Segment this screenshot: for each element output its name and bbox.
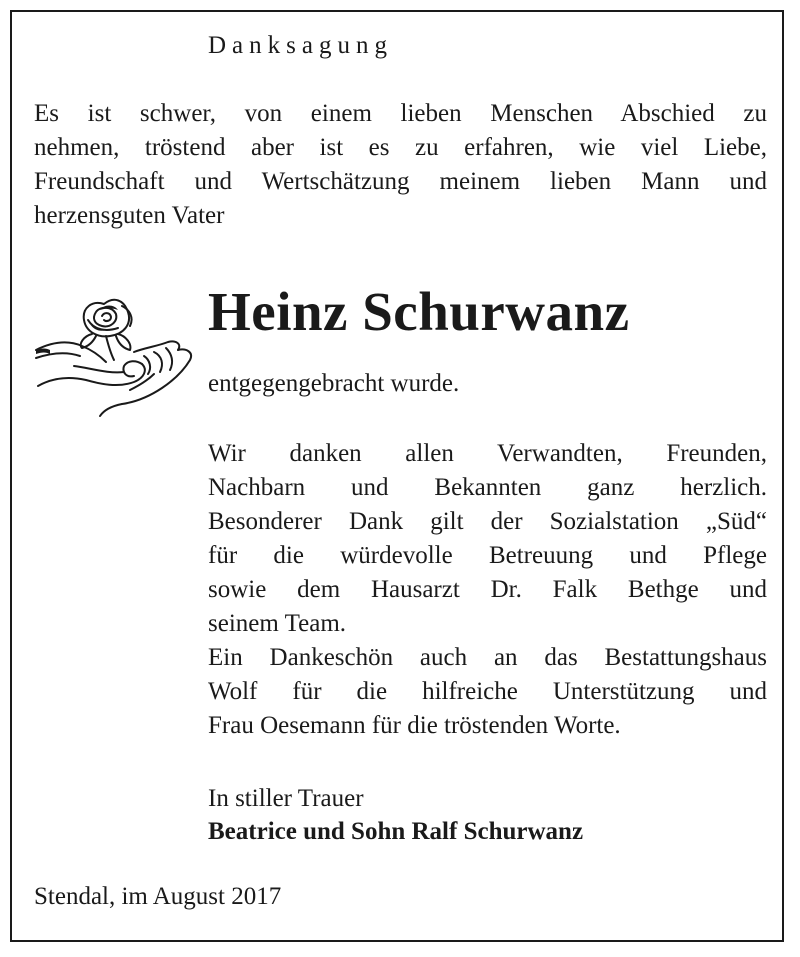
thanks-line: Besonderer Dank gilt der Sozialstation „Süd“ [208,508,767,535]
intro-line: Es ist schwer, von einem lieben Menschen Abschied zu [34,100,767,127]
thanks-line: Ein Dankeschön auch an das Bestattungshaus [208,644,767,671]
thanks-paragraph [208,437,767,743]
thanks-line: sowie dem Hausarzt Dr. Falk Bethge und [208,576,767,603]
intro-line: herzensguten Vater [34,202,225,229]
deceased-name: Heinz Schurwanz [208,281,630,342]
thanks-line: Wir danken allen Verwandten, Freunden, [208,440,767,467]
hands-holding-rose-icon [34,290,200,426]
intro-line: Freundschaft und Wertschätzung meinem lieben Mann und [34,168,767,195]
intro-continuation: entgegengebracht wurde. [208,370,460,397]
thanks-line: Frau Oesemann für die tröstenden Worte. [208,712,621,739]
intro-line: nehmen, tröstend aber ist es zu erfahren, wie viel Liebe, [34,134,767,161]
thanks-line: für die würdevolle Betreuung und Pflege [208,542,767,569]
intro-paragraph [34,97,767,233]
closing-line: In stiller Trauer [208,785,364,812]
place-and-date: Stendal, im August 2017 [34,883,282,910]
signers: Beatrice und Sohn Ralf Schurwanz [208,818,584,845]
thanks-line: Nachbarn und Bekannten ganz herzlich. [208,474,767,501]
notice-heading: Danksagung [208,32,393,59]
thanks-line: Wolf für die hilfreiche Unterstützung und [208,678,767,705]
thanks-line: seinem Team. [208,610,347,637]
